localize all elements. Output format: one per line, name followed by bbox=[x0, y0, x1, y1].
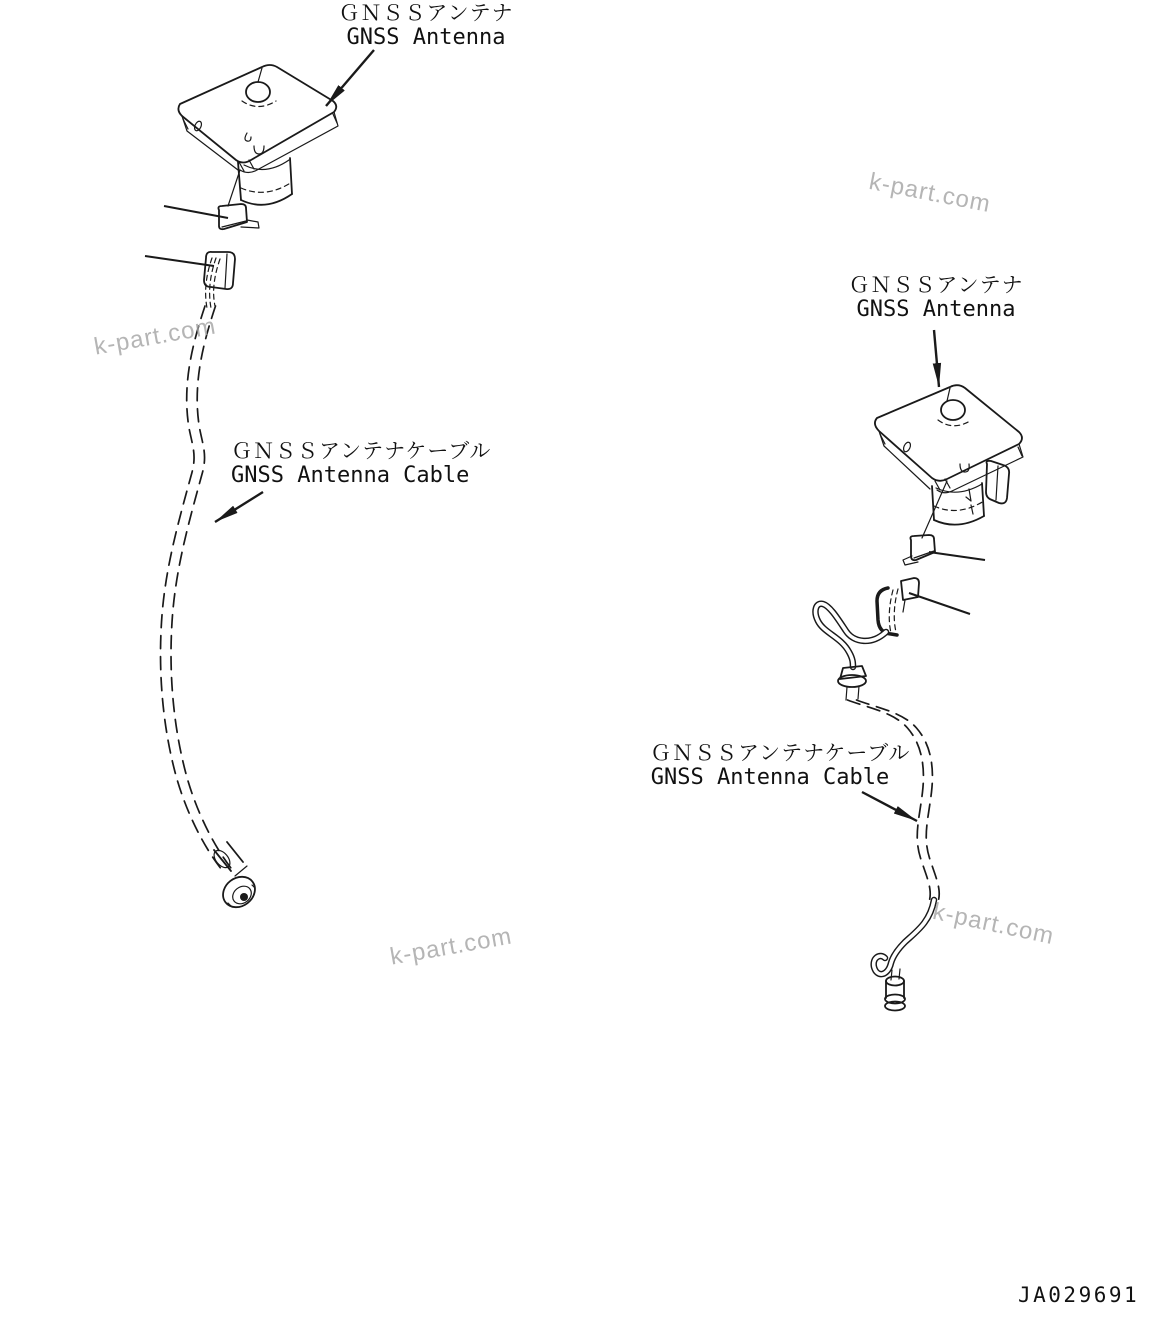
right-cable-label-arrow bbox=[862, 792, 917, 821]
right-antenna-cable-connector bbox=[903, 535, 935, 565]
left-cable-end-connector bbox=[211, 842, 261, 913]
right-antenna-label bbox=[814, 274, 1058, 322]
left-cable-label-arrow bbox=[215, 492, 263, 522]
right-antenna-label-ja: ＧＮＳＳアンテナ bbox=[848, 273, 1024, 297]
right-clamp-leader-line bbox=[909, 593, 970, 614]
right-cable-label bbox=[650, 741, 911, 790]
right-cable-loop-and-grommet bbox=[816, 604, 886, 700]
left-antenna-label-ja: ＧＮＳＳアンテナ bbox=[338, 1, 514, 25]
watermark-top-right: k-part.com bbox=[866, 168, 994, 219]
left-cable-label-en: GNSS Antenna Cable bbox=[231, 462, 470, 488]
right-connector-leader-line bbox=[929, 552, 985, 560]
watermark-right: k-part.com bbox=[930, 898, 1057, 951]
right-cable-clamp bbox=[877, 578, 919, 635]
right-cable-label-en: GNSS Antenna Cable bbox=[650, 764, 890, 790]
right-cable-end-connector bbox=[885, 969, 905, 1011]
left-antenna-label-arrow bbox=[326, 50, 374, 106]
watermark-left: k-part.com bbox=[92, 312, 219, 361]
left-antenna-drawing bbox=[178, 65, 338, 206]
left-antenna-label bbox=[326, 2, 526, 50]
document-id: JA029691 bbox=[1018, 1283, 1140, 1307]
right-antenna-label-en: GNSS Antenna bbox=[856, 296, 1016, 322]
part-leader-lines bbox=[145, 206, 985, 614]
left-cable-label-ja: ＧＮＳＳアンテナケーブル bbox=[231, 439, 492, 463]
right-cable-label-ja: ＧＮＳＳアンテナケーブル bbox=[650, 741, 911, 765]
left-antenna-label-en: GNSS Antenna bbox=[346, 24, 506, 50]
right-antenna-label-arrow bbox=[934, 330, 939, 387]
label-arrows bbox=[215, 50, 939, 821]
left-clamp-leader-line bbox=[145, 256, 214, 266]
left-cable-label bbox=[231, 439, 492, 488]
left-antenna-cable-drawing bbox=[161, 306, 233, 870]
watermark-bottom-center: k-part.com bbox=[388, 922, 515, 971]
left-cable-clamp bbox=[204, 252, 235, 308]
right-antenna-drawing bbox=[875, 385, 1023, 538]
